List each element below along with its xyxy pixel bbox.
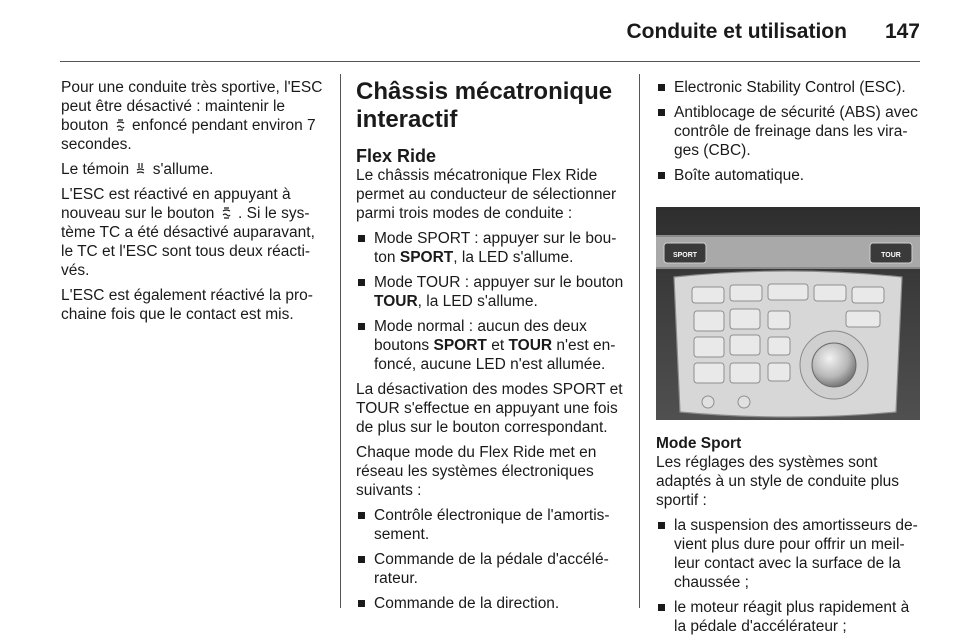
paragraph-esc-ignition: L'ESC est également réactivé la prochaine fois que le contact est mis. [61,287,313,323]
list-item: Antiblocage de sécurité (ABS) avec contrôle de freinage dans les virages (CBC). [656,103,921,160]
column-divider [340,74,341,608]
paragraph-network: Chaque mode du Flex Ride met en réseau les systèmes électroniques suivants : [356,444,597,499]
esc-off-icon [115,118,126,132]
list-item: le moteur réagit plus rapidement à la pédale d'accélérateur ; [656,598,921,636]
tour-button [870,243,912,263]
svg-text:TOUR: TOUR [881,252,901,259]
modes-list [356,229,624,374]
console-photo [656,207,920,420]
mode-sport-intro: Les réglages des systèmes sont adaptés à un style de conduite plus sportif : [656,454,900,509]
list-item: Commande de la direction. [356,594,624,613]
paragraph-esc-reactivate: L'ESC est réactivé en appuyant à nouveau sur le bouton . Si le système TC a été désactivé auparavant, le TC et l'ESC sont tous deux réactivés. [61,186,315,279]
paragraph-deactivation: La désactivation des modes SPORT et TOUR s'effectue en appuyant une fois de plus sur le bouton correspondant. [356,381,623,436]
list-item: Mode normal : aucun des deux boutons SPORT et TOUR n'est enfoncé, aucune LED n'est allumée. [356,317,624,374]
console-illustration [656,207,920,420]
header-rule [60,61,920,62]
list-item: Mode TOUR : appuyer sur le bouton TOUR, la LED s'allume. [356,273,624,311]
esc-warning-icon [135,162,146,176]
column-divider [639,74,640,608]
section-heading: Châssis mécatronique interactif [356,78,613,133]
mode-sport-heading: Mode Sport [656,435,742,452]
flexride-intro: Le châssis mécatronique Flex Ride permet au conducteur de sélectionner parmi trois modes de conduite : [356,167,617,222]
column-right [656,78,921,642]
section-title: Conduite et utilisation [626,20,847,43]
mode-sport-list [656,516,921,636]
paragraph-esc-deactivate: Pour une conduite très sportive, l'ESC peut être désactivé : maintenir le bouton enfoncé pendant environ 7 secondes. [61,79,323,153]
svg-text:SPORT: SPORT [672,252,698,259]
systems-list-continued [656,78,921,185]
list-item: la suspension des amortisseurs devient plus dure pour offrir un meilleur contact avec la surface de la chaussée ; [656,516,921,592]
page-number: 147 [884,20,920,43]
paragraph-warning-light: Le témoin s'allume. [61,161,214,178]
list-item: Boîte automatique. [656,166,921,185]
systems-list [356,506,624,613]
list-item: Mode SPORT : appuyer sur le bouton SPORT, la LED s'allume. [356,229,624,267]
list-item: Electronic Stability Control (ESC). [656,78,921,97]
column-middle [356,78,624,619]
list-item: Commande de la pédale d'accélérateur. [356,550,624,588]
subsection-heading: Flex Ride [356,146,437,166]
column-left [61,78,326,330]
page-header [60,14,920,50]
sport-button [664,243,706,263]
esc-off-icon [221,206,232,220]
list-item: Contrôle électronique de l'amortissement. [356,506,624,544]
